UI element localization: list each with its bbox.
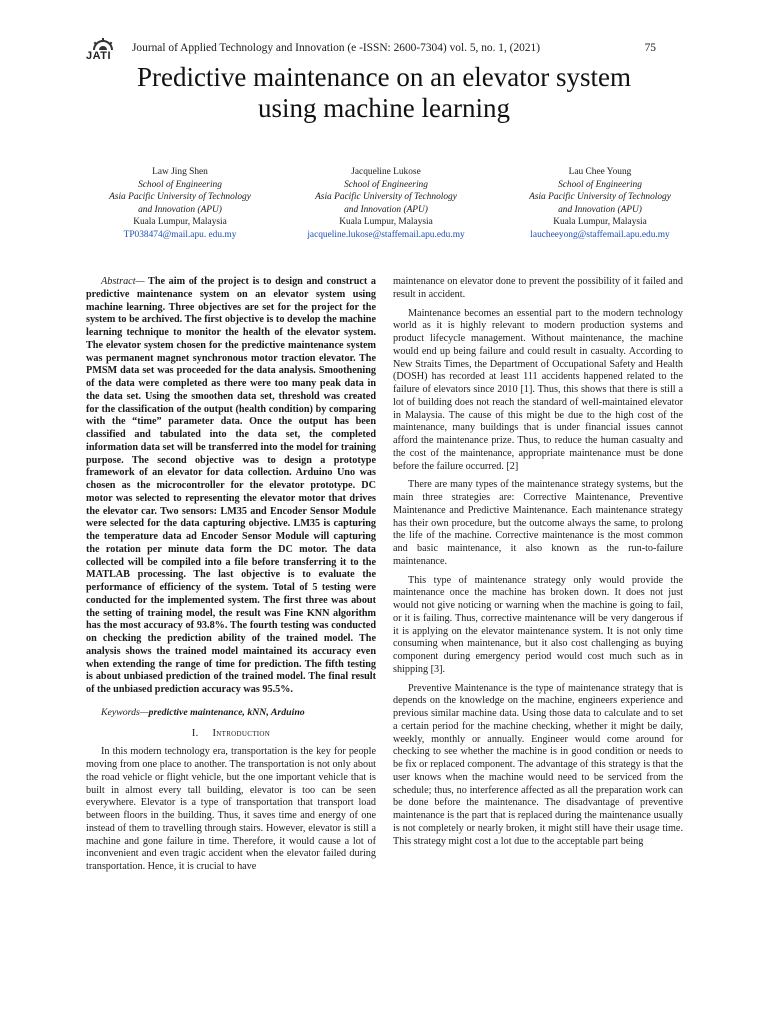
author-city: Kuala Lumpur, Malaysia — [133, 217, 227, 228]
author-email-link[interactable]: jacqueline.lukose@staffemail.apu.edu.my — [307, 229, 465, 240]
journal-citation: Journal of Applied Technology and Innovation (e -ISSN: 2600-7304) vol. 5, no. 1, (2021) — [132, 42, 541, 54]
author-affiliation: and Innovation (APU) — [558, 204, 642, 215]
logo-text: JATI — [86, 50, 112, 62]
right-column — [393, 276, 683, 854]
author-name: Lau Chee Young — [568, 167, 632, 177]
paper-title — [60, 62, 708, 124]
author-school: School of Engineering — [344, 179, 428, 190]
author-name: Law Jing Shen — [152, 167, 208, 177]
author-affiliation: Asia Pacific University of Technology — [315, 192, 457, 203]
keywords-text: predictive maintenance, kNN, Arduino — [148, 706, 305, 718]
paragraph-strategies: There are many types of the maintenance strategy systems, but the main three strategies are: Corrective Maintenance, Preventive Maintenance and Predictive Maintenance. Each maintenance strategy has their own procedure, but the outcome always the same, to prolong the life of the machine. Corrective maintenance is the most common and basic maintenance, it also known as the run-to-failure maintenance. — [393, 479, 683, 567]
page-number: 75 — [644, 42, 656, 54]
author-city: Kuala Lumpur, Malaysia — [339, 217, 433, 228]
author-email-link[interactable]: TP038474@mail.apu. edu.my — [123, 229, 237, 240]
author-school: School of Engineering — [558, 179, 642, 190]
section-heading — [86, 728, 376, 741]
author-affiliation: Asia Pacific University of Technology — [109, 192, 251, 203]
gear-logo-icon — [90, 38, 116, 50]
left-column — [86, 276, 376, 880]
abstract-lead: Abstract— — [101, 276, 145, 287]
section-number: I. — [191, 727, 199, 739]
author-affiliation: Asia Pacific University of Technology — [529, 192, 671, 203]
author-school: School of Engineering — [138, 179, 222, 190]
section-title: Introduction — [212, 727, 271, 739]
abstract — [86, 276, 376, 697]
author-affiliation: and Innovation (APU) — [138, 204, 222, 215]
author-3 — [500, 166, 700, 242]
author-affiliation: and Innovation (APU) — [344, 204, 428, 215]
author-1 — [80, 166, 280, 242]
paragraph-maintenance: Maintenance becomes an essential part to the modern technology world as it is highly relevant to modern production systems and product lifecycle management. Without maintenance, the machine would end up being failure and could result in casualty. According to New Straits Times, the Department of Occupational Safety and Health (DOSH) has recorded at least 111 accidents happened related to the failure of elevators since 2010 [1]. Thus, this shows that there is still a lot of building does not reach the standard of well-maintained elevator in Malaysia. The cause of this might be due to the high cost of the maintenance, many buildings that is under financial issues cannot afford the maintenance prize. Thus, to reduce the human casualty and the cost of the maintenance, appropriate maintenance must be done before the failure occurred. [2] — [393, 307, 683, 472]
author-name: Jacqueline Lukose — [351, 167, 421, 177]
title-line-1: Predictive maintenance on an elevator system — [136, 62, 632, 92]
title-line-2: using machine learning — [258, 93, 510, 123]
keywords — [86, 707, 376, 720]
author-email-link[interactable]: laucheeyong@staffemail.apu.edu.my — [530, 229, 670, 240]
running-header — [86, 38, 656, 62]
paragraph-continuation: maintenance on elevator done to prevent the possibility of it failed and result in accident. — [393, 276, 683, 300]
journal-logo — [86, 38, 122, 64]
intro-paragraph-1: In this modern technology era, transportation is the key for people moving from one place to another. The transportation is not only about the road vehicle or flight vehicle, but the one important vehicle that is built in almost every tall building, elevator is too can be seen everywhere. Elevator is a type of transportation that transport load between floors in the building. Thus, it saves time and energy of one instead of them to travelling through stairs. However, elevator is still a machine and gone failure in time. Therefore, it would cause a lot of inconvenient and even tragic accident when the elevator failed during transportation. Hence, it is crucial to have — [86, 746, 376, 872]
paragraph-preventive: Preventive Maintenance is the type of maintenance strategy that is depends on the knowledge on the machine, engineers experience and previous similar machine data. Using those data to calculate and to set a certain period for the machine checking, whether it might be daily, weekly, monthly or annually. Engineer would come around for checking to see whether the machine is in good condition or needs to be fix or replaced component. The advantage of this strategy is that the user knows when the machine would need to be serviced from the schedule; thus, no interference affected as all the preparation work can be done before the maintenance. The disadvantage of preventive maintenance is the part that is replaced during the maintenance usually is not completely or nearly broken, it might still have their usage time. This strategy might cost a lot due to the acceptable part being — [393, 682, 683, 847]
paragraph-corrective: This type of maintenance strategy only would provide the maintenance once the machine has broken down. It does not just would not give noticing or warning when the machine is going to fail, or it is failing. Thus, corrective maintenance will be very dangerous if it is applying on the elevator maintenance system. It is not only time consuming when maintenance, but it also cost challenging as buying component during emergency period would cost much such as in shipping [3]. — [393, 574, 683, 675]
author-2 — [286, 166, 486, 242]
author-city: Kuala Lumpur, Malaysia — [553, 217, 647, 228]
abstract-text: The aim of the project is to design and construct a predictive maintenance system on an elevator system using machine learning. Three objectives are set for the project for the system to be archived. The first objective is to develop the machine learning technique to monitor the health of the elevator system. The elevator system chosen for the predictive maintenance system was permanent magnet synchronous motor traction elevator. The PMSM data set was proceeded for the data analysis. Smoothening of the data were completed as there were too many peak data in the data set. Using the smoothen data set, threshold was created for the classification of the output (health condition) by comparing with the “time” parameter data. Once the output has been classified and tabulated into the data set, the completed information data set will be transferred into the model for training purpose. The second objective was to design a prototype framework of an elevator for data collection. Arduino Uno was chosen as the microcontroller for the elevator prototype. DC motor was selected to representing the elevator motor that drives the elevator car. Two sensors: LM35 and Encoder Sensor Module were selected for the data capturing objective. LM35 is capturing the temperature data ad Encoder Sensor Module will capturing the rotation per minute data form the DC motor. The data collected will be compiled into a file before transferring it to the MATLAB processing. The last objective is to evaluate the performance of efficiency of the system. Total of 5 testing were conducted for the implemented system. The first three was about the setting of training model, the result was Fine KNN algorithm has the most accuracy of 93.8%. The fourth testing was conducted on checking the prediction ability of the trained model. The analysis shows the trained model maintained its accuracy even when extending the range of time for prediction. The fifth testing is about unbiased prediction of the trained model. The final result of the unbiased prediction accuracy was 95.5%. — [86, 276, 376, 695]
keywords-lead: Keywords— — [101, 706, 149, 718]
